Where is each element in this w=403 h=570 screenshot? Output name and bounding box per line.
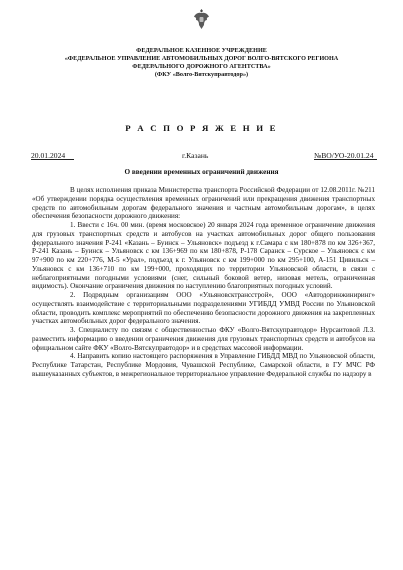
org-name-line-3: ФЕДЕРАЛЬНОГО ДОРОЖНОГО АГЕНТСТВА» bbox=[132, 63, 271, 70]
org-short-name: (ФКУ «Волго-Вятскуправтодор») bbox=[154, 71, 249, 78]
document-subject: О введении временных ограничений движения bbox=[124, 168, 279, 176]
document-title: Р А С П О Р Я Ж Е Н И Е bbox=[125, 123, 278, 133]
number-underline bbox=[314, 159, 377, 160]
order-item-2: 2. Подрядным организациям ООО «Ульяновсктрансстрой», ООО «Автодоринжиниринг» осуществлять взаимодействие с территориальными подразделениями УГИБДД УМВД России по Ульяновской области, проводить комплекс мероприятий по обеспечению безопасности дорожного движения на закрепленных участках автомобильных дорог федерального значения. bbox=[32, 291, 375, 326]
order-item-4: 4. Направить копию настоящего распоряжения в Управление ГИБДД МВД по Ульяновской области, Республике Татарстан, Республике Мордовия, Чувашской Республике, Самарской области, в ГУ МЧС РФ вышеуказанных субъектов, в межрегиональное территориальное управление Федеральной службы по надзору в bbox=[32, 352, 375, 378]
order-item-1: 1. Ввести с 16ч. 00 мин. (время московское) 20 января 2024 года временное ограничение движения для грузовых транспортных средств и автобусов на участках автомобильных дорог общего пользования федерального значения Р-241 «Казань – Буинск – Ульяновск» подъезд к г.Самара с км 180+878 по км 326+367, Р-241 Казань – Буинск – Ульяновск с км 136+969 по км 180+878, Р-178 Саранск – Сурское – Ульяновск с км 97+900 по км 220+776, М-5 «Урал», подъезд к г. Ульяновск с км 199+000 по км 295+100, А-151 Цивильск – Ульяновск с км 136+710 по км 199+000, проходящих по территории Ульяновской области, в связи с неблагоприятными погодными условиями (снег, сильный боковой ветер, низовая метель, ограниченная видимость). Окончание ограничения движения по наступлению благоприятных погодных условий. bbox=[32, 221, 375, 291]
order-item-3: 3. Специалисту по связям с общественностью ФКУ «Волго-Вятскуправтодор» Нурсаитовой Л.З. разместить информацию о введении ограничения движения для грузовых транспортных средств и автобусов на официальном сайте ФКУ «Волго-Вятскуправтодор» и в средствах массовой информации. bbox=[32, 326, 375, 352]
document-body bbox=[32, 186, 375, 379]
org-name-line-2: «ФЕДЕРАЛЬНОЕ УПРАВЛЕНИЕ АВТОМОБИЛЬНЫХ ДОРОГ ВОЛГО-ВЯТСКОГО РЕГИОНА bbox=[64, 55, 339, 62]
document-number: №ВО/УО-20.01.24 bbox=[314, 151, 374, 160]
document-date: 20.01.2024 bbox=[31, 151, 66, 160]
coat-of-arms-icon bbox=[193, 8, 210, 30]
preamble-paragraph: В целях исполнения приказа Министерства транспорта Российской Федерации от 12.08.2011г. №211 «Об утверждении порядка осуществления временных ограничений или прекращения движения транспортных средств по автомобильным дорогам федерального значения и частным автомобильным дорогам», в целях обеспечения безопасности дорожного движения: bbox=[32, 186, 375, 221]
org-name-line-1: ФЕДЕРАЛЬНОЕ КАЗЕННОЕ УЧРЕЖДЕНИЕ bbox=[136, 47, 267, 54]
date-underline bbox=[31, 159, 74, 160]
document-place: г.Казань bbox=[182, 151, 209, 160]
